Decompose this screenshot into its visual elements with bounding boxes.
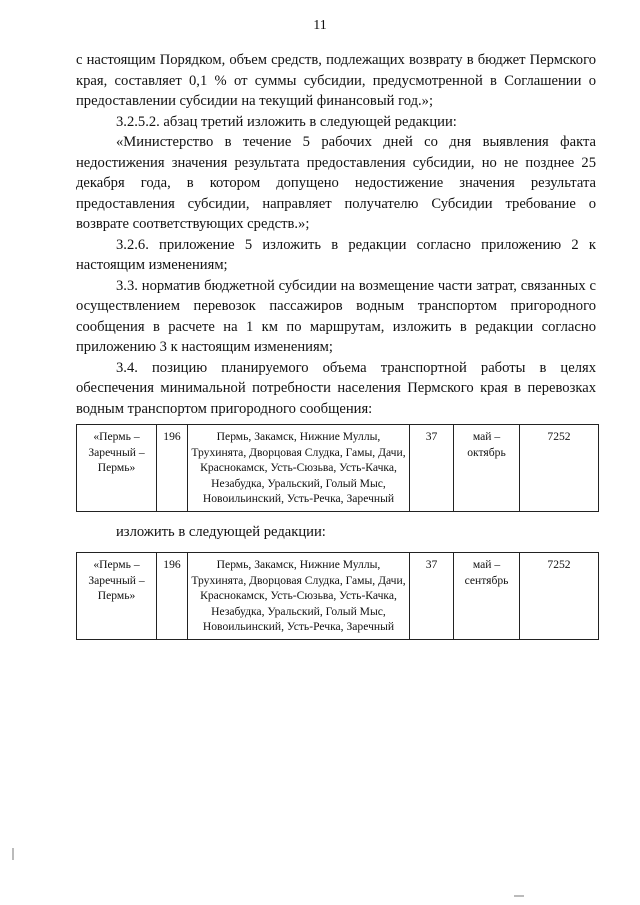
navigation-period-cell: май – сентябрь: [454, 553, 520, 640]
paragraph-3-2-5-2: 3.2.5.2. абзац третий изложить в следующей редакции:: [116, 113, 457, 130]
scan-margin-mark: [12, 848, 14, 860]
paragraph-continuation: с настоящим Порядком, объем средств, подлежащих возврату в бюджет Пермского края, составляет 0,1 % от суммы субсидии, предусмотренной в Соглашении о предоставлении субсидии на текущий финансовый год.»;: [76, 52, 596, 109]
transport-volume-cell: 7252: [520, 425, 599, 512]
route-table-old: [76, 424, 599, 512]
transport-volume-cell: 7252: [520, 553, 599, 640]
paragraph-3-4: 3.4. позицию планируемого объема транспортной работы в целях обеспечения минимальной потребности населения Пермского края в перевозках водным транспортом пригородного сообщения:: [76, 359, 596, 417]
route-table-new: [76, 552, 599, 640]
route-stops-cell: Пермь, Закамск, Нижние Муллы, Трухинята, Дворцовая Слудка, Гамы, Дачи, Краснокамск, Усть-Сюзьва, Усть-Качка, Незабудка, Уральский, Голый Мыс, Новоильинский, Усть-Речка, Заречный: [188, 425, 410, 512]
statement-new-edition: изложить в следующей редакции:: [116, 524, 326, 540]
route-number-cell: 196: [157, 553, 188, 640]
route-stops-cell: Пермь, Закамск, Нижние Муллы, Трухинята, Дворцовая Слудка, Гамы, Дачи, Краснокамск, Усть-Сюзьва, Усть-Качка, Незабудка, Уральский, Голый Мыс, Новоильинский, Усть-Речка, Заречный: [188, 553, 410, 640]
route-name-cell: «Пермь – Заречный – Пермь»: [77, 425, 157, 512]
table-row: [77, 425, 599, 512]
route-duration-cell: 37: [410, 425, 454, 512]
paragraph-3-3: 3.3. норматив бюджетной субсидии на возмещение части затрат, связанных с осуществлением перевозок пассажиров водным транспортом пригородного сообщения в расчете на 1 км по маршрутам, изложить в редакции согласно приложению 3 к настоящим изменениям;: [76, 277, 596, 355]
page-number: 11: [313, 18, 327, 33]
document-body: [76, 50, 596, 419]
navigation-period-cell: май – октябрь: [454, 425, 520, 512]
table-row: [77, 553, 599, 640]
route-duration-cell: 37: [410, 553, 454, 640]
route-number-cell: 196: [157, 425, 188, 512]
paragraph-3-2-6: 3.2.6. приложение 5 изложить в редакции согласно приложению 2 к настоящим изменениям;: [76, 236, 596, 273]
route-name-cell: «Пермь – Заречный – Пермь»: [77, 553, 157, 640]
scan-margin-mark: [514, 895, 524, 897]
paragraph-quote-ministry: «Министерство в течение 5 рабочих дней со дня выявления факта недостижения значения результата предоставления субсидии, но не позднее 25 декабря года, в котором допущено недостижение значения результата предоставления субсидии, направляет получателю Субсидии требование о возврате соответствующих средств.»;: [76, 134, 596, 232]
